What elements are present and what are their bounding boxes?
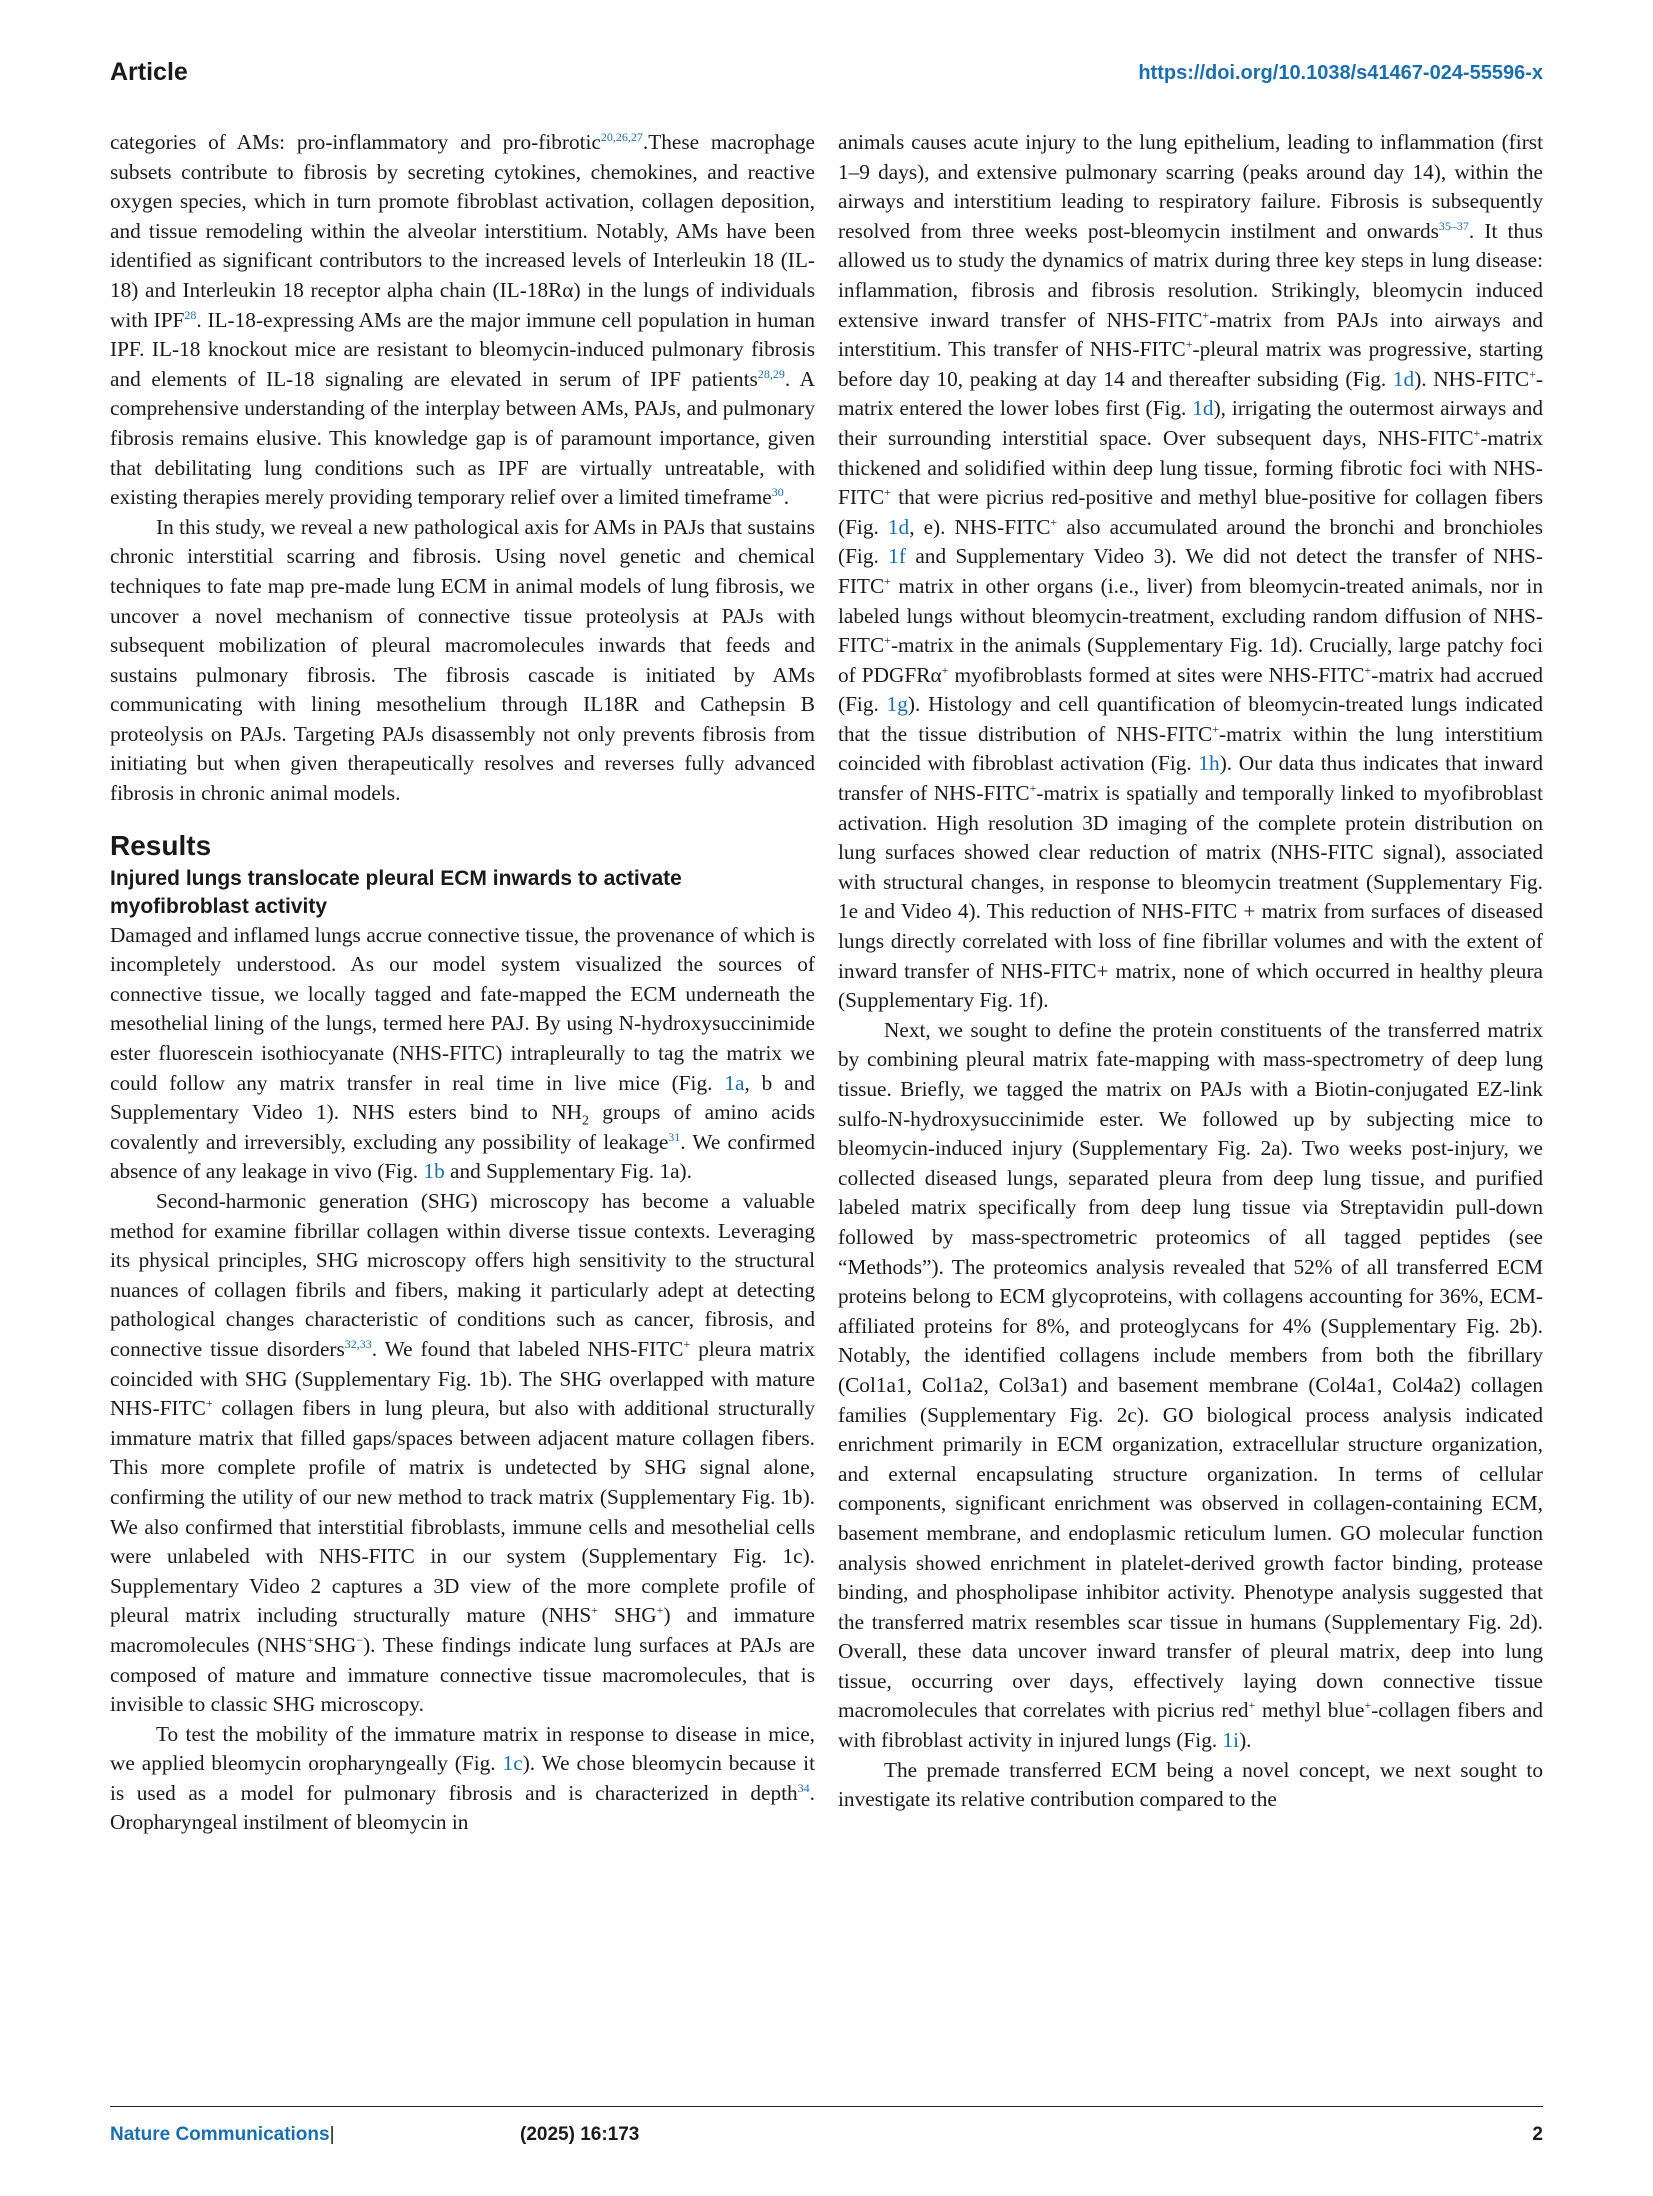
paragraph: To test the mobility of the immature matrix in response to disease in mice, we applied bleomycin oropharyngeally (Fig. 1c). We chose bleomycin because it is used as a model for pulmonary fibrosis and is characterized in depth$^{34}$. Oropharyngeal instilment of bleomycin in <box>110 1721 815 1835</box>
footer-divider <box>110 2106 1543 2107</box>
volume-citation: (2025) 16:173 <box>520 2124 640 2145</box>
right-column <box>838 128 1543 1815</box>
paragraph: categories of AMs: pro-inflammatory and pro-fibrotic$^{20,26,27}$.These macrophage subsets contribute to fibrosis by secreting cytokines, chemokines, and reactive oxygen species, which in turn promote fibroblast activation, collagen deposition, and tissue remodeling within the alveolar interstitium. Notably, AMs have been identified as significant contributors to the increased levels of Interleukin 18 (IL-18) and Interleukin 18 receptor alpha chain (IL-18Rα) in the lungs of individuals with IPF$^{28}$. IL-18-expressing AMs are the major immune cell population in human IPF. IL-18 knockout mice are resistant to bleomycin-induced pulmonary fibrosis and elements of IL-18 signaling are elevated in serum of IPF patients$^{28,29}$. A comprehensive understanding of the interplay between AMs, PAJs, and pulmonary fibrosis remains elusive. This knowledge gap is of paramount importance, given that debilitating lung conditions such as IPF are virtually untreatable, with existing therapies merely providing temporary relief over a limited timeframe$^{30}$. <box>110 129 816 510</box>
figure-link[interactable]: 1f <box>888 544 906 569</box>
citation-link[interactable]: 20,26,27 <box>600 129 643 144</box>
citation-link[interactable]: 31 <box>668 1129 681 1144</box>
citation-link[interactable]: 35–37 <box>1438 218 1469 233</box>
figure-link[interactable]: 1a <box>724 1070 745 1095</box>
doi-link[interactable]: https://doi.org/10.1038/s41467-024-55596-x <box>1138 62 1543 84</box>
results-heading: Results <box>110 829 212 861</box>
figure-link[interactable]: 1d <box>1392 366 1415 391</box>
paragraph: animals causes acute injury to the lung epithelium, leading to inflammation (first 1–9 days), and extensive pulmonary scarring (peaks around day 14), within the airways and interstitium leading to respiratory failure. Fibrosis is subsequently resolved from three weeks post-bleomycin instilment and onwards$^{35-37}$. It thus allowed us to study the dynamics of matrix during three key steps in lung disease: inflammation, fibrosis and fibrosis resolution. Strikingly, bleomycin induced extensive inward transfer of NHS-FITC+-matrix from PAJs into airways and interstitium. This transfer of NHS-FITC+-pleural matrix was progressive, starting before day 10, peaking at day 14 and thereafter subsiding (Fig. 1d). NHS-FITC+-matrix entered the lower lobes first (Fig. 1d), irrigating the outermost airways and their surrounding interstitial space. Over subsequent days, NHS-FITC+-matrix thickened and solidified within deep lung tissue, forming fibrotic foci with NHS-FITC+ that were picrius red-positive and methyl blue-positive for collagen fibers (Fig. 1d, e). NHS-FITC+ also accumulated around the bronchi and bronchioles (Fig. 1f and Supplementary Video 3). We did not detect the transfer of NHS-FITC+ matrix in other organs (i.e., liver) from bleomycin-treated animals, nor in labeled lungs without bleomycin-treatment, excluding random diffusion of NHS-FITC+-matrix in the animals (Supplementary Fig. 1d). Crucially, large patchy foci of PDGFRα+ myofibroblasts formed at sites were NHS-FITC+-matrix had accrued (Fig. 1g). Histology and cell quantification of bleomycin-treated lungs indicated that the tissue distribution of NHS-FITC+-matrix within the lung interstitium coincided with fibroblast activation (Fig. 1h). Our data thus indicates that inward transfer of NHS-FITC+-matrix is spatially and temporally linked to myofibroblast activation. High resolution 3D imaging of the complete protein distribution on lung surfaces showed clear reduction of matrix (NHS-FITC signal), associated with structural changes, in response to bleomycin treatment (Supplementary Fig. 1e and Video 4). This reduction of NHS-FITC + matrix from surfaces of diseased lungs directly correlated with loss of fine fibrillar volumes and with the extent of inward transfer of NHS-FITC+ matrix, none of which occurred in healthy pleura (Supplementary Fig. 1f). <box>838 130 1544 1013</box>
figure-link[interactable]: 1d <box>1192 396 1214 421</box>
figure-link[interactable]: 1g <box>886 692 908 717</box>
section-subheading: Injured lungs translocate pleural ECM inwards to activate myofibroblast activity <box>110 866 682 918</box>
paragraph: In this study, we reveal a new pathological axis for AMs in PAJs that sustains chronic interstitial scarring and fibrosis. Using novel genetic and chemical techniques to fate map pre-made lung ECM in animal models of lung fibrosis, we uncover a novel mechanism of connective tissue proteolysis at PAJs with subsequent mobilization of pleural macromolecules inwards that feeds and sustains pulmonary fibrosis. The fibrosis cascade is initiated by AMs communicating with lining mesothelium through IL18R and Cathepsin B proteolysis on PAJs. Targeting PAJs disassembly not only prevents fibrosis from initiating but when given therapeutically resolves and reverses fully advanced fibrosis in chronic animal models. <box>110 514 815 806</box>
citation-link[interactable]: 30 <box>771 485 784 500</box>
figure-link[interactable]: 1d <box>887 514 910 539</box>
page-number: 2 <box>1532 2124 1543 2145</box>
citation-link[interactable]: 28,29 <box>757 366 785 381</box>
article-type-label: Article <box>110 58 188 86</box>
paragraph: Damaged and inflamed lungs accrue connective tissue, the provenance of which is incompletely understood. As our model system visualized the sources of connective tissue, we locally tagged and fate-mapped the ECM underneath the mesothelial lining of the lungs, termed here PAJ. By using N-hydroxysuccinimide ester fluorescein isothiocyanate (NHS-FITC) intrapleurally to tag the matrix we could follow any matrix transfer in real time in live mice (Fig. 1a, b and Supplementary Video 1). NHS esters bind to $NH_2$ groups of amino acids covalently and irreversibly, excluding any possibility of leakage$^{31}$. We confirmed absence of any leakage in vivo (Fig. 1b and Supplementary Fig. 1a). <box>110 922 816 1184</box>
page-header <box>110 58 1543 98</box>
citation-link[interactable]: 34 <box>797 1780 810 1795</box>
figure-link[interactable]: 1h <box>1198 751 1220 776</box>
left-column <box>110 128 815 1838</box>
citation-link[interactable]: 32,33 <box>344 1336 372 1351</box>
figure-link[interactable]: 1i <box>1222 1728 1240 1753</box>
paragraph: Next, we sought to define the protein constituents of the transferred matrix by combining pleural matrix fate-mapping with mass-spectrometry of deep lung tissue. Briefly, we tagged the matrix on PAJs with a Biotin-conjugated EZ-link sulfo-N-hydroxysuccinimide ester. We followed up by subjecting mice to bleomycin-induced injury (Supplementary Fig. 2a). Two weeks post-injury, we collected diseased lungs, separated pleura from deep lung tissue, and purified labeled matrix specifically from deep lung tissue via Streptavidin pull-down followed by mass-spectrometric proteomics of all tagged peptides (see “Methods”). The proteomics analysis revealed that 52% of all transferred ECM proteins belong to ECM glycoproteins, with collagens accounting for 36%, ECM-affiliated proteins for 8%, and proteoglycans for 4% (Supplementary Fig. 2b). Notably, the identified collagens include members from both the fibrillary (Col1a1, Col1a2, Col3a1) and basement membrane (Col4a1, Col4a2) collagen families (Supplementary Fig. 2c). GO biological process analysis indicated enrichment primarily in ECM organization, extracellular structure organization, and external encapsulating structure organization. In terms of cellular components, significant enrichment was observed in collagen-containing ECM, basement membrane, and endoplasmic reticulum lumen. GO molecular function analysis showed enrichment in platelet-derived growth factor binding, protease binding, and phospholipase inhibitor activity. Phenotype analysis suggested that the transferred matrix resembles scar tissue in humans (Supplementary Fig. 2d). Overall, these data uncover inward transfer of pleural matrix, deep into lung tissue, occurring over days, effectively laying down connective tissue macromolecules that correlates with picrius red+ methyl blue+-collagen fibers and with fibroblast activity in injured lungs (Fig. 1i). <box>838 1017 1543 1753</box>
page-footer <box>110 2124 1543 2154</box>
figure-link[interactable]: 1c <box>502 1751 523 1776</box>
paragraph: Second-harmonic generation (SHG) microscopy has become a valuable method for examine fibrillar collagen within diverse tissue contexts. Leveraging its physical principles, SHG microscopy offers high sensitivity to the structural nuances of collagen fibrils and fibers, making it particularly adept at detecting pathological changes characteristic of conditions such as cancer, fibrosis, and connective tissue disorders$^{32,33}$. We found that labeled NHS-FITC+ pleura matrix coincided with SHG (Supplementary Fig. 1b). The SHG overlapped with mature NHS-FITC+ collagen fibers in lung pleura, but also with additional structurally immature matrix that filled gaps/spaces between adjacent mature collagen fibers. This more complete profile of matrix is undetected by SHG signal alone, confirming the utility of our new method to track matrix (Supplementary Fig. 1b). We also confirmed that interstitial fibroblasts, immune cells and mesothelial cells were unlabeled with NHS-FITC in our system (Supplementary Fig. 1c). Supplementary Video 2 captures a 3D view of the more complete profile of pleural matrix including structurally mature (NHS+ SHG+) and immature macromolecules (NHS+SHG−). These findings indicate lung surfaces at PAJs are composed of mature and immature connective tissue macromolecules, that is invisible to classic SHG microscopy. <box>110 1189 816 1717</box>
journal-name-link[interactable]: Nature Communications| <box>110 2124 335 2145</box>
paragraph: The premade transferred ECM being a novel concept, we next sought to investigate its relative contribution compared to the <box>838 1757 1543 1812</box>
citation-link[interactable]: 28 <box>184 307 197 322</box>
figure-link[interactable]: 1b <box>423 1159 445 1184</box>
